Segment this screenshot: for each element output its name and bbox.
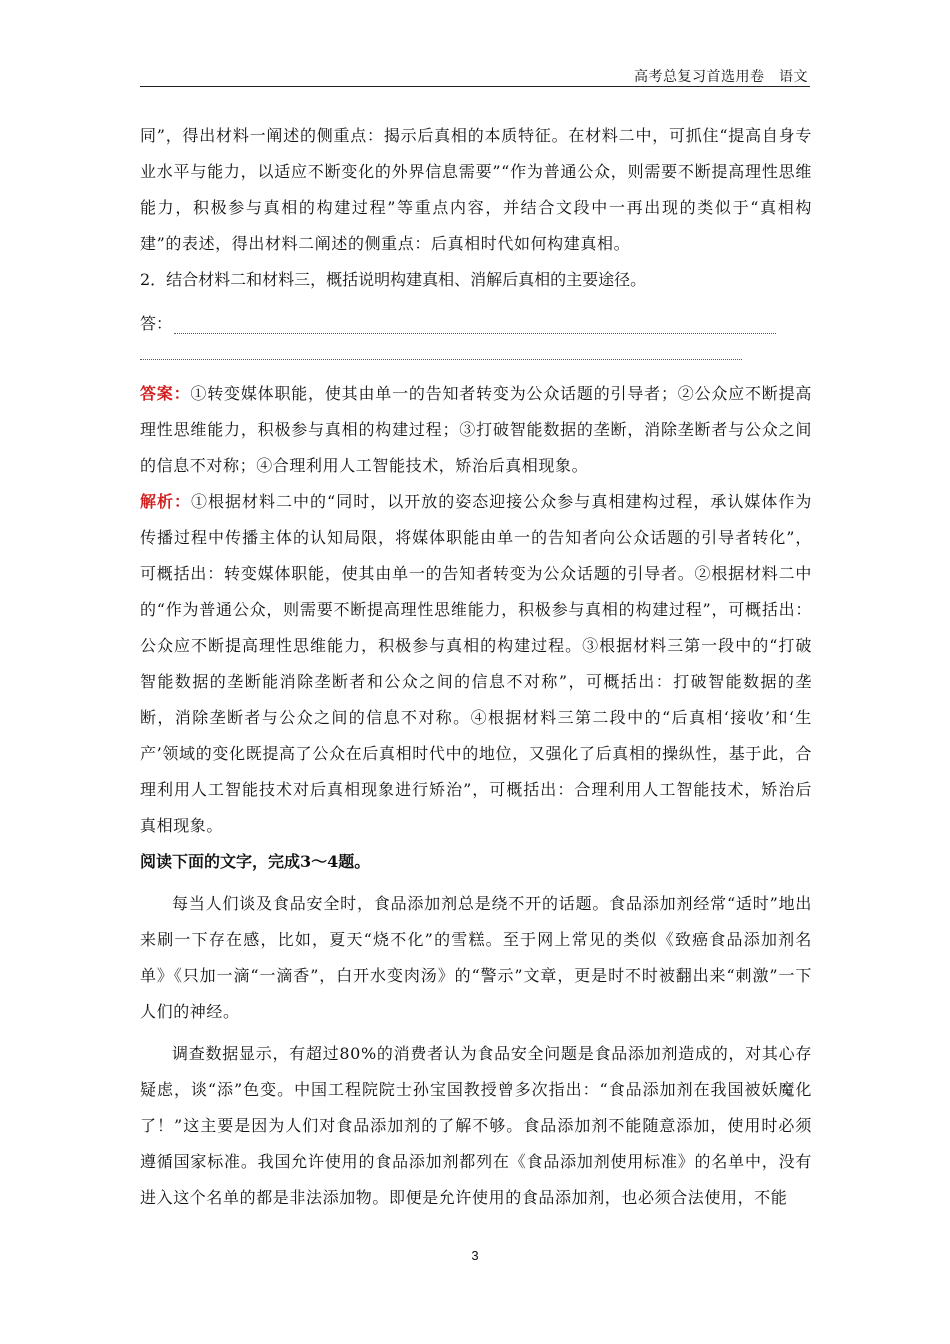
- answer-prompt: 答：: [140, 314, 173, 333]
- answer-line-2: [140, 334, 812, 370]
- reading-instruction: 阅读下面的文字，完成3～4题。: [140, 852, 371, 871]
- answer-blank-1[interactable]: [174, 319, 776, 334]
- header-title: 高考总复习首选用卷 语文: [634, 69, 808, 85]
- answer-text: ①转变媒体职能，使其由单一的告知者转变为公众话题的引导者；②公众应不断提高理性思维能力，积极参与真相的构建过程；③打破智能数据的垄断，消除垄断者与公众之间的信息不对称；④合理利用人工智能技术，矫治后真相现象。: [140, 384, 812, 475]
- answer-line-1: [140, 298, 812, 334]
- passage-paragraph-2: 调查数据显示，有超过80%的消费者认为食品安全问题是食品添加剂造成的，对其心存疑虑，谈“添”色变。中国工程院院士孙宝国教授曾多次指出：“食品添加剂在我国被妖魔化了！”这主要是因为人们对食品添加剂的了解不够。食品添加剂不能随意添加，使用时必须遵循国家标准。我国允许使用的食品添加剂都列在《食品添加剂使用标准》的名单中，没有进入这个名单的都是非法添加物。即便是允许使用的食品添加剂，也必须合法使用，不能: [140, 1044, 812, 1207]
- page-content: [140, 118, 812, 1216]
- page-header: [140, 66, 810, 87]
- question-2: 2．结合材料二和材料三，概括说明构建真相、消解后真相的主要途径。: [140, 270, 647, 289]
- analysis-text: ①根据材料二中的“同时，以开放的姿态迎接公众参与真相建构过程，承认媒体作为传播过程中传播主体的认知局限，将媒体职能由单一的告知者向公众话题的引导者转化”，可概括出：转变媒体职能，使其由单一的告知者转变为公众话题的引导者。②根据材料二中的“作为普通公众，则需要不断提高理性思维能力，积极参与真相的构建过程”，可概括出：公众应不断提高理性思维能力，积极参与真相的构建过程。③根据材料三第一段中的“打破智能数据的垄断能消除垄断者和公众之间的信息不对称”，可概括出：打破智能数据的垄断，消除垄断者与公众之间的信息不对称。④根据材料三第二段中的“后真相‘接收’和‘生产’领域的变化既提高了公众在后真相时代中的地位，又强化了后真相的操纵性，基于此，合理利用人工智能技术对后真相现象进行矫治”，可概括出：合理利用人工智能技术，矫治后真相现象。: [140, 492, 812, 835]
- page-number: 3: [471, 1248, 479, 1263]
- answer-blank-2[interactable]: [140, 345, 742, 360]
- analysis-label: 解析：: [140, 492, 192, 511]
- previous-analysis-paragraph: 同”，得出材料一阐述的侧重点：揭示后真相的本质特征。在材料二中，可抓住“提高自身专业水平与能力，以适应不断变化的外界信息需要”“作为普通公众，则需要不断提高理性思维能力，积极参与真相的构建过程”等重点内容，并结合文段中一再出现的类似于“真相构建”的表述，得出材料二阐述的侧重点：后真相时代如何构建真相。: [140, 126, 812, 253]
- passage-paragraph-1: 每当人们谈及食品安全时，食品添加剂总是绕不开的话题。食品添加剂经常“适时”地出来刷一下存在感，比如，夏天“烧不化”的雪糕。至于网上常见的类似《致癌食品添加剂名单》《只加一滴“一滴香”，白开水变肉汤》的“警示”文章，更是时不时被翻出来“刺激”一下人们的神经。: [140, 894, 812, 1021]
- analysis-paragraph: [140, 484, 812, 844]
- answer-label: 答案：: [140, 384, 191, 403]
- answer-paragraph: [140, 376, 812, 484]
